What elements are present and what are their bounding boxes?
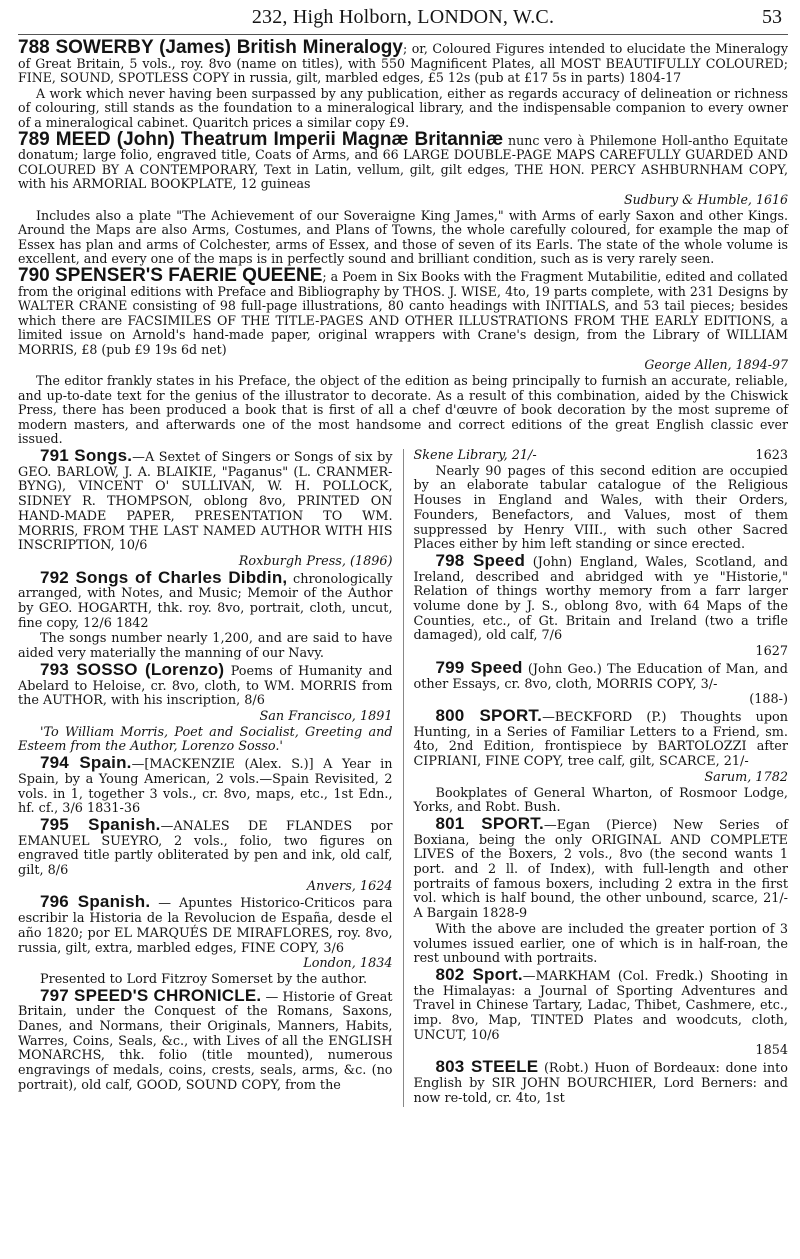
entry-798 [413,550,788,644]
entry-text: —MARKHAM (Col. Fredk.) Shooting in the Himalayas: a Journal of Sporting Adventures and Travel in Chinese Tartary, Ladac, Thibet, Cashmere, etc., imp. 8vo, Map, TINTED Plates and woodcuts, cloth, UNCUT, 10/6 [413,968,788,1043]
lot-heading: 792 Songs of Charles Dibdin, [40,567,288,587]
entry-text: —BECKFORD (P.) Thoughts upon Hunting, in a Series of Familiar Letters to a Friend, sm. 4to, 2nd Edition, frontispiece by BARTOLOZZI after CIPRIANI, FINE COPY, tree calf, gilt, SCARCE, 21/- [413,709,788,770]
entry-note: The songs number nearly 1,200, and are said to have aided very materially the manning of our Navy. [18,631,393,662]
entry-801 [413,813,788,922]
entry-note: Nearly 90 pages of this second edition are occupied by an elaborate tabular catalogue of the Religious Houses in England and Wales, with their Orders, Founders, Benefactors, and Values, most of them suppressed by Henry VIII., with such other Sacred Places either by him left standing or since erected. [413,463,788,553]
entry-792 [18,567,393,632]
entry-imprint: Sarum, 1782 [704,769,788,785]
entry-796 [18,892,393,956]
entry-note: A work which never having been surpassed by any publication, either as regards accuracy of delineation or richness of colouring, still stands as the foundation to a mineralogical library, and the indispensable companion to every owner of a mineralogical cabinet. Quaritch prices a similar copy £9. [18,85,788,130]
entry-803 [413,1057,788,1106]
entry-note: The editor frankly states in his Preface, the object of the edition as being principally to furnish an accurate, reliable, and up-to-date text for the genius of the illustrator to decorate. As a result of this combination, aided by the Chiswick Press, there has been produced a book that is first of all a chef d'œuvre of book decoration by the most supreme of modern masters, and afterwards one of the most handsome and correct editions of the great English classic ever issued. [18,373,788,447]
entry-imprint: 1627 [755,644,788,660]
entry-text: (Robt.) Huon of Bordeaux: done into English by SIR JOHN BOURCHIER, Lord Berners: and now re-told, cr. 4to, 1st [413,1061,788,1106]
two-column-entries [18,446,788,1107]
entry-text: — Apuntes Historico-Criticos para escribir la Historia de la Revolucion de España, desde el año 1820; por EL MARQUÉS DE MIRAFLORES, roy. 8vo, russia, gilt, extra, marbled edges, FINE COPY, 3/6 [18,896,393,956]
right-column [413,449,788,1107]
entry-794 [18,753,393,817]
entry-note: 'To William Morris, Poet and Socialist, Greeting and Esteem from the Author, Lorenzo Sosso.' [18,724,393,755]
entry-788 [18,37,788,86]
entry-text: (John Geo.) The Education of Man, and other Essays, cr. 8vo, cloth, MORRIS COPY, 3/- [413,661,788,692]
lot-heading: 788 SOWERBY (James) British Mineralogy [18,37,403,58]
entry-note: Includes also a plate "The Achievement of our Soveraigne King James," with Arms of early Saxon and other Kings. Around the Maps are also Arms, Costumes, and Plans of Towns, the whole carefully coloured, for example the map of Essex has plan and arms of Colchester, arms of Essex, and those of seven of its Earls. The state of the whole volume is excellent, and every one of the maps is in perfectly sound and brilliant condition, such as is very rarely seen. [18,207,788,267]
entry-imprint: Sudbury & Humble, 1616 [624,191,788,207]
entry-text: — Historie of Great Britain, under the Conquest of the Romans, Saxons, Danes, and Normans, their Originals, Manners, Habits, Warres, Coins, Seals, &c., with Lives of all the ENGLISH MONARCHS, thk. folio (title mounted), numerous engravings of medals, coins, crests, seals, arms, &c. (no portrait), old calf, GOOD, SOUND COPY, from the [18,989,393,1093]
entry-text: —A Sextet of Singers or Songs of six by GEO. BARLOW, J. A. BLAIKIE, "Paganus" (L. CRANMER-BYNG), VINCENT O' SULLIVAN, W. H. POLLOCK, SIDNEY R. THOMPSON, oblong 8vo, PRINTED ON HAND-MADE PAPER, PRESENTATION TO WM. MORRIS, FROM THE LAST NAMED AUTHOR WITH HIS INSCRIPTION, 10/6 [18,450,393,554]
lot-heading: 795 Spanish. [40,814,161,834]
page-number: 53 [762,6,782,28]
entry-text: Skene Library, 21/- [413,448,537,464]
entry-799 [413,657,788,692]
entry-note: Presented to Lord Fitzroy Somerset by the author. [40,971,368,987]
entry-789 [18,128,788,192]
entry-imprint: George Allen, 1894-97 [644,357,788,373]
entry-text: chronologically arranged, with Notes, and Music; Memoir of the Author by GEO. HOGARTH, thk. roy. 8vo, portrait, cloth, uncut, fine copy, 12/6 1842 [18,571,393,631]
lot-heading: 798 Speed [435,550,526,570]
entry-797-continued [413,449,788,464]
left-column [18,446,393,1107]
entry-imprint: (188-) [749,692,788,708]
entry-text: Poems of Humanity and Abelard to Heloise, cr. 8vo, cloth, to WM. MORRIS from the AUTHOR, with his inscription, 8/6 [18,663,393,709]
entry-text: —ANALES DE FLANDES por EMANUEL SUEYRO, 2 vols., folio, two figures on engraved title partly obliterated by pen and ink, old calf, gilt, 8/6 [18,818,393,879]
entry-note: With the above are included the greater portion of 3 volumes issued earlier, one of which is in half-roan, the rest unbound with portraits. [413,921,788,967]
entry-text: ; a Poem in Six Books with the Fragment Mutabilitie, edited and collated from the original editions with Preface and Bibliography by THOS. J. WISE, 4to, 19 parts complete, with 231 Designs by WALTER CRANE consisting of 98 full-page illustrations, 80 canto headings with INITIALS, and 53 tail pieces; besides which there are FACSIMILES OF THE TITLE-PAGES AND OTHER ILLUSTRATIONS FROM THE EARLY EDITIONS, a limited issue on Arnold's hand-made paper, original wrappers with Crane's design, from the Library of WILLIAM MORRIS, £8 (pub £9 19s 6d net) [18,268,788,357]
entry-790 [18,264,788,358]
entry-imprint: 1854 [755,1043,788,1059]
lot-heading: 794 Spain. [40,753,132,773]
lot-heading: 803 STEELE [435,1057,539,1077]
full-width-entries [18,37,788,447]
lot-heading: 793 SOSSO (Lorenzo) [40,659,225,679]
lot-heading: 801 SPORT. [435,813,544,833]
lot-heading: 799 Speed [435,657,523,677]
entry-text: —Egan (Pierce) New Series of Boxiana, being the only ORIGINAL AND COMPLETE LIVES of the Boxers, 2 vols., 8vo (the second wants 1 port. and 2 ll. of Index), with full-length and other portraits of famous boxers, including 2 extra in the first vol. which is half bound, the other unbound, scarce, 21/- A Bargain 1828-9 [413,817,788,922]
entry-imprint: San Francisco, 1891 [259,708,393,724]
lot-heading: 789 MEED (John) Theatrum Imperii Magnæ Britanniæ [18,128,504,150]
lot-heading: 790 SPENSER'S FAERIE QUEENE [18,264,323,286]
entry-text: —[MACKENZIE (Alex. S.)] A Year in Spain, by a Young American, 2 vols.—Spain Revisited, 2 vols. in 1, together 3 vols., cr. 8vo, maps, etc., 1st Edn., hf. cf., 3/6 1831-36 [18,757,393,817]
entry-imprint: Roxburgh Press, (1896) [238,553,393,569]
lot-heading: 800 SPORT. [435,705,543,725]
entry-imprint: London, 1834 [303,956,393,972]
entry-791 [18,446,393,554]
lot-heading: 791 Songs. [40,446,133,466]
entry-text: ; or, Coloured Figures intended to elucidate the Mineralogy of Great Britain, 5 vols., roy. 8vo (name on titles), with 550 Magnificent Plates, all MOST BEAUTIFULLY COLOURED; FINE, SOUND, SPOTLESS COPY in russia, gilt, marbled edges, £5 12s (pub at £17 5s in parts) 1804-17 [18,41,788,86]
entry-797 [18,985,393,1094]
header-rule [18,34,788,35]
entry-imprint: Anvers, 1624 [306,878,393,894]
entry-text: nunc vero à Philemone Holl-antho Equitate donatum; large folio, engraved title, Coats of Arms, and 66 LARGE DOUBLE-PAGE MAPS CAREFULLY GUARDED AND COLOURED BY A CONTEMPORARY, Text in Latin, vellum, gilt, gilt edges, THE HON. PERCY ASHBURNHAM COPY, with his ARMORIAL BOOKPLATE, 12 guineas [18,132,788,192]
page-title: 232, High Holborn, LONDON, W.C. [251,6,555,28]
entry-795 [18,814,393,879]
entry-800 [413,705,788,770]
entry-note: Bookplates of General Wharton, of Rosmoor Lodge, Yorks, and Robt. Bush. [413,785,788,816]
entry-imprint: 1623 [755,448,788,464]
entry-793 [18,659,393,709]
lot-heading: 796 Spanish. [40,892,151,912]
column-divider [403,449,404,1107]
lot-heading: 797 SPEED'S CHRONICLE. [40,985,262,1005]
entry-text: (John) England, Wales, Scotland, and Ireland, described and abridged with ye "Historie," Relation of things worthy memory from a farr larger volume done by J. S., oblong 8vo, with 64 Maps of the Counties, etc., of Gt. Britain and Ireland (two a trifle damaged), old calf, 7/6 [413,554,788,644]
lot-heading: 802 Sport. [435,964,523,984]
page-header [18,6,788,32]
entry-802 [413,964,788,1044]
